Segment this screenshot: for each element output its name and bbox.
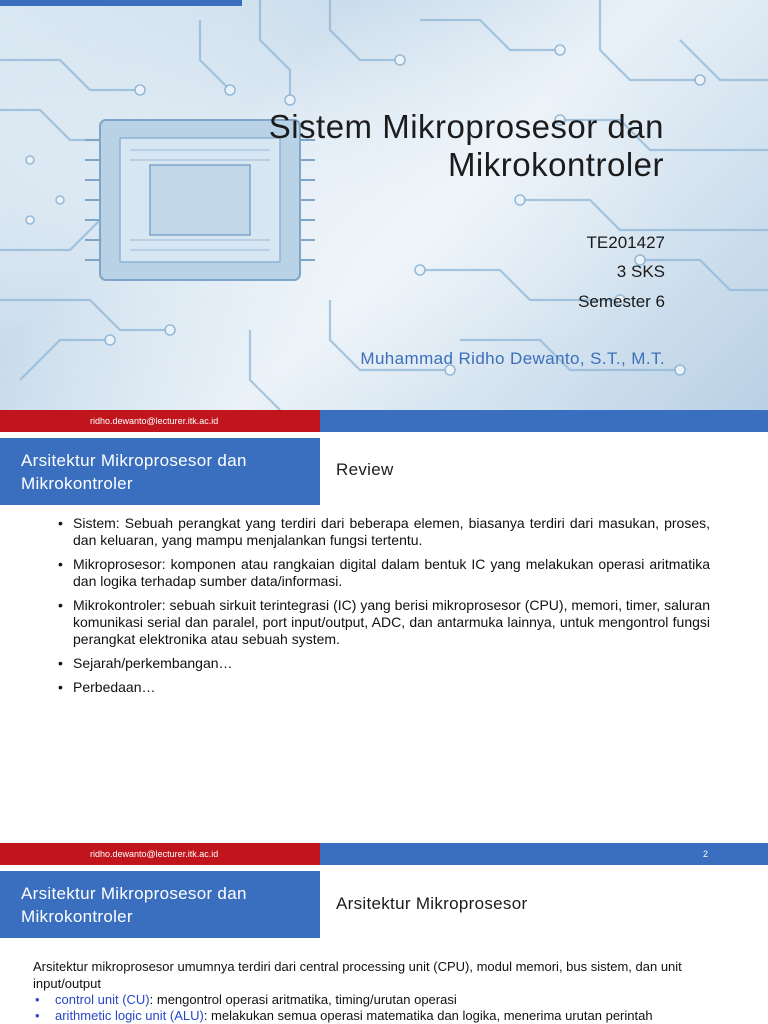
- title-slide: [0, 0, 768, 434]
- component-term: arithmetic logic unit (ALU): [55, 1008, 204, 1023]
- slide2-footer-bar-red: [0, 843, 320, 865]
- list-item: [33, 992, 753, 1008]
- bullet-item: • Sejarah/perkembangan…: [58, 655, 710, 672]
- title-line-2: Mikrokontroler: [447, 146, 664, 183]
- bullet-item: • Sistem: Sebuah perangkat yang terdiri dari beberapa elemen, biasanya terdiri dari masukan, proses, dan keluaran, yang mampu menjalankan fungsi tertentu.: [58, 515, 710, 549]
- architecture-intro-text: Arsitektur mikroprosesor umumnya terdiri dari central processing unit (CPU), modul memori, bus sistem, dan unit input/output: [33, 959, 682, 991]
- author-name: Muhammad Ridho Dewanto, S.T., M.T.: [360, 349, 665, 368]
- review-bullet-list: [58, 515, 710, 703]
- footer-bar-red: [0, 410, 320, 432]
- bullet-icon: •: [35, 992, 40, 1007]
- component-description: : mengontrol operasi aritmatika, timing/urutan operasi: [149, 992, 457, 1007]
- slide2-header-box: [0, 438, 320, 505]
- bullet-item: • Mikrokontroler: sebuah sirkuit terintegrasi (IC) yang berisi mikroprosesor (CPU), memori, timer, saluran komunikasi serial dan paralel, port input/output, ADC, dan antarmuka lainnya, untuk mengontrol fungsi perangkat elektronika atau sebuah system.: [58, 597, 710, 648]
- course-semester: Semester 6: [578, 292, 665, 311]
- cpu-component-list: [33, 992, 753, 1024]
- slide2-footer-email: ridho.dewanto@lecturer.itk.ac.id: [90, 849, 219, 859]
- slide2-header-title: Arsitektur Mikroprosesor dan Mikrokontroler: [21, 451, 247, 493]
- slide2-page-number: 2: [702, 849, 708, 859]
- slide3-header-title: Arsitektur Mikroprosesor dan Mikrokontroler: [21, 884, 247, 926]
- footer-email: ridho.dewanto@lecturer.itk.ac.id: [90, 416, 219, 426]
- list-item: [33, 1008, 753, 1024]
- top-accent-bar: [0, 0, 242, 6]
- slide3-section-title: Arsitektur Mikroprosesor: [336, 894, 528, 913]
- footer-bar-blue: [320, 410, 768, 432]
- bullet-item: • Perbedaan…: [58, 679, 710, 696]
- presentation-title: [144, 108, 664, 184]
- slide2-footer-bar-blue: [320, 843, 768, 865]
- course-code: TE201427: [586, 233, 665, 252]
- component-description: : melakukan semua operasi matematika dan logika, menerima urutan perintah: [203, 1008, 653, 1023]
- slide2-section-title: Review: [336, 460, 394, 479]
- course-credits: 3 SKS: [616, 262, 665, 281]
- component-term: control unit (CU): [55, 992, 150, 1007]
- bullet-item: • Mikroprosesor: komponen atau rangkaian digital dalam bentuk IC yang melakukan operasi aritmatika dan logika terhadap sumber data/informasi.: [58, 556, 710, 590]
- title-line-1: Sistem Mikroprosesor dan: [268, 108, 664, 145]
- slide3-header-box: [0, 871, 320, 938]
- bullet-icon: •: [35, 1008, 40, 1023]
